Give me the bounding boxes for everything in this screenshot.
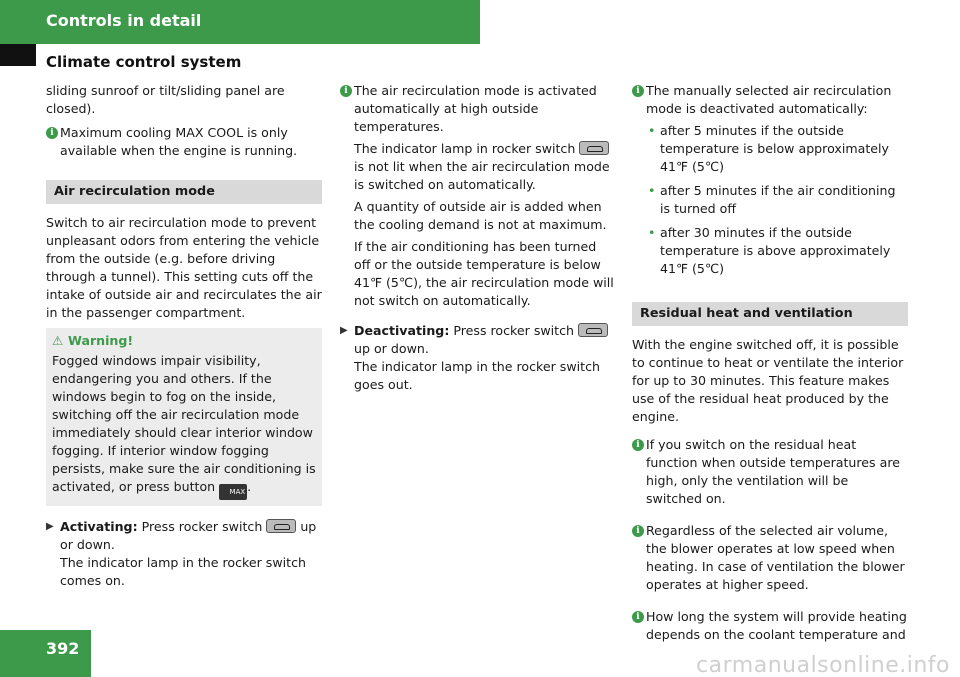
warning-triangle-icon: ⚠ xyxy=(52,333,64,348)
step-label: Deactivating: xyxy=(354,323,450,338)
rocker-switch-icon xyxy=(579,141,609,155)
info-icon: i xyxy=(632,85,644,97)
section-heading-air-recirculation: Air recirculation mode xyxy=(46,180,322,204)
info-note: i Regardless of the selected air volume, the blower operates at low speed when heating. In case of ventilation the blower operates at higher speed. xyxy=(632,522,908,594)
step-arrow-icon: ▶ xyxy=(46,521,54,532)
rocker-switch-icon xyxy=(266,519,296,533)
warning-title: ⚠ Warning! xyxy=(52,333,134,348)
chapter-title: Controls in detail xyxy=(46,11,202,30)
list-item: • after 5 minutes if the air conditioning is turned off xyxy=(648,183,896,216)
step-arrow-icon: ▶ xyxy=(340,325,348,336)
info-note: i How long the system will provide heating depends on the coolant temperature and xyxy=(632,608,908,644)
page-number-box xyxy=(0,630,91,677)
info-note: i The manually selected air recirculation mode is deactivated automatically: • after 5 minutes if the outside temperature is below approximately 41℉ (5℃) • after 5 minutes if the air conditioning is turned off • after 30 minutes if the outside temperature is above approximately 41℉ (5℃) xyxy=(632,82,908,278)
header-tab-marker xyxy=(0,44,36,66)
list-item: • after 30 minutes if the outside temperature is above approximately 41℉ (5℃) xyxy=(648,225,891,276)
column-1 xyxy=(46,82,322,598)
bullet-icon: • xyxy=(648,225,656,240)
header-bar xyxy=(0,0,480,44)
intro-text: sliding sunroof or tilt/sliding panel are closed). xyxy=(46,83,285,116)
step-label: Activating: xyxy=(60,519,138,534)
warning-box xyxy=(46,328,322,506)
info-note xyxy=(46,124,322,160)
info-icon: i xyxy=(46,127,58,139)
bullet-icon: • xyxy=(648,183,656,198)
info-icon: i xyxy=(632,525,644,537)
step-deactivating: ▶ Deactivating: Press rocker switch up or down. The indicator lamp in the rocker switch goes out. xyxy=(340,322,616,394)
info-text: Maximum cooling MAX COOL is only available when the engine is running. xyxy=(60,125,298,158)
warning-body: Fogged windows impair visibility, endangering you and others. If the windows begin to fog on the inside, switching off the air recirculation mode immediately should clear interior window fogging. If interior window fogging persists, make sure the air conditioning is activated, or press button MAX . xyxy=(52,352,316,500)
rocker-switch-icon xyxy=(578,323,608,337)
list-item: • after 5 minutes if the outside temperature is below approximately 41℉ (5℃) xyxy=(648,123,889,174)
info-note: i If you switch on the residual heat function when outside temperatures are high, only the ventilation will be switched on. xyxy=(632,436,908,508)
section-body: With the engine switched off, it is possible to continue to heat or ventilate the interior for up to 30 minutes. This feature makes use of the residual heat produced by the engine. xyxy=(632,337,904,424)
page-number: 392 xyxy=(46,639,80,658)
info-note: i The air recirculation mode is activated automatically at high outside temperatures. The indicator lamp in rocker switch is not lit when the air recirculation mode is switched on automatically. A quantity of outside air is added when the cooling demand is not at maximum. If the air conditioning has been turned off or the outside temperature is below 41℉ (5℃), the air recirculation mode will not switch on automatically. xyxy=(340,82,616,310)
column-2 xyxy=(340,82,616,402)
info-icon: i xyxy=(340,85,352,97)
watermark: carmanualsonline.info xyxy=(696,653,950,677)
section-subtitle: Climate control system xyxy=(46,53,242,71)
info-icon: i xyxy=(632,439,644,451)
column-3 xyxy=(632,82,908,653)
section-body: Switch to air recirculation mode to prevent unpleasant odors from entering the vehicle from the outside (e.g. before driving through a tunnel). This setting cuts off the intake of outside air and recirculates the air in the passenger compartment. xyxy=(46,215,322,320)
section-heading-residual-heat: Residual heat and ventilation xyxy=(632,302,908,326)
info-icon: i xyxy=(632,611,644,623)
step-activating: ▶ Activating: Press rocker switch up or down. The indicator lamp in the rocker switch comes on. xyxy=(46,519,317,588)
bullet-icon: • xyxy=(648,123,656,138)
max-cool-button-icon: MAX xyxy=(219,484,247,500)
